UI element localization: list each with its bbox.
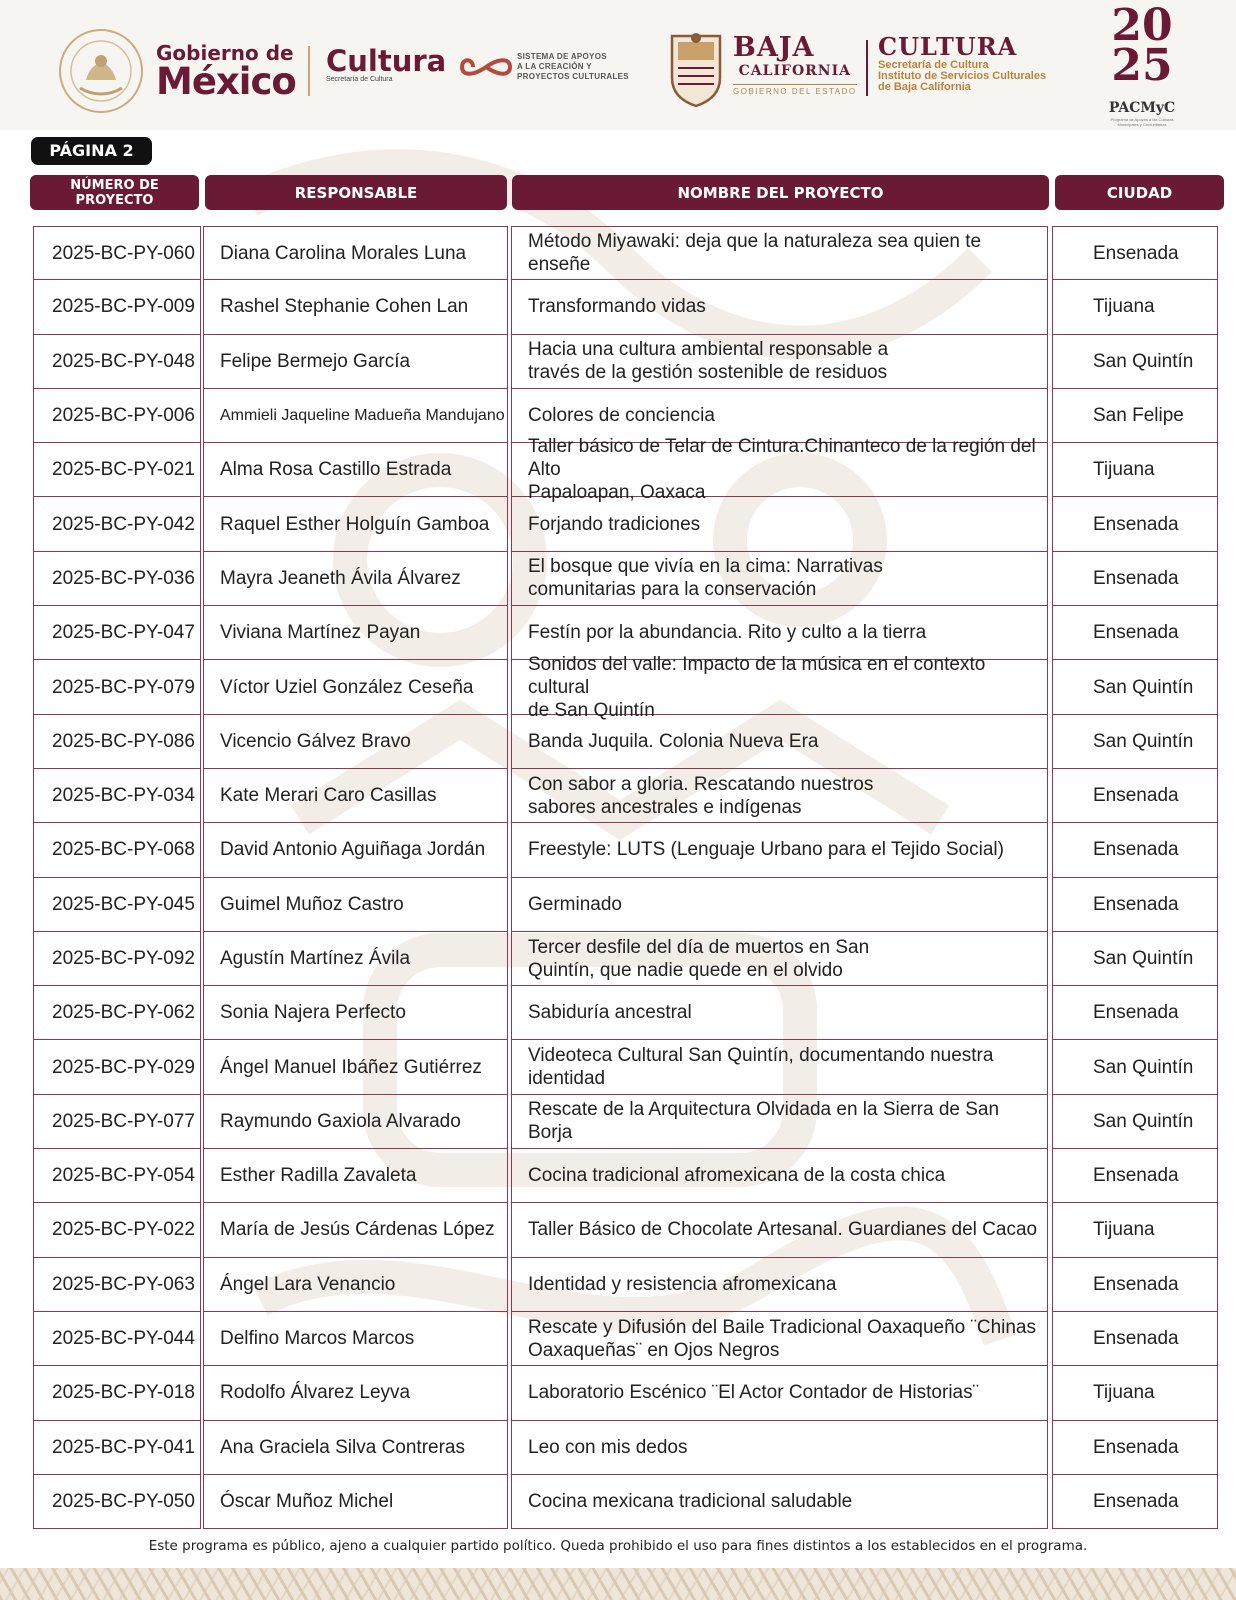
column-header-ciudad: CIUDAD <box>1055 175 1224 210</box>
project-number-cell: 2025-BC-PY-006 <box>33 389 201 443</box>
project-number-cell: 2025-BC-PY-062 <box>33 986 201 1040</box>
responsable-cell: Ángel Manuel Ibáñez Gutiérrez <box>203 1040 508 1094</box>
table-row <box>0 436 1236 504</box>
project-name-cell: Germinado <box>511 878 1048 932</box>
table-row <box>0 986 1236 1040</box>
column-header-responsable: RESPONSABLE <box>205 175 507 210</box>
city-cell: San Quintín <box>1052 1095 1218 1149</box>
city-cell: San Quintín <box>1052 932 1218 986</box>
table-row <box>0 1312 1236 1366</box>
city-cell: Ensenada <box>1052 1149 1218 1203</box>
project-name-cell: Festín por la abundancia. Rito y culto a la tierra <box>511 606 1048 660</box>
city-cell: Ensenada <box>1052 986 1218 1040</box>
project-number-cell: 2025-BC-PY-042 <box>33 497 201 551</box>
project-number-cell: 2025-BC-PY-018 <box>33 1366 201 1420</box>
city-cell: Tijuana <box>1052 1366 1218 1420</box>
table-row <box>0 1475 1236 1529</box>
table-row <box>0 715 1236 769</box>
project-name-cell: Cocina tradicional afromexicana de la costa chica <box>511 1149 1048 1203</box>
project-number-cell: 2025-BC-PY-021 <box>33 443 201 497</box>
gobierno-line1: Gobierno de <box>156 41 294 65</box>
project-name-cell: Colores de conciencia <box>511 389 1048 443</box>
project-number-cell: 2025-BC-PY-050 <box>33 1475 201 1529</box>
table-row <box>0 552 1236 606</box>
city-cell: Tijuana <box>1052 1203 1218 1257</box>
baja-california-shield-icon <box>668 28 724 108</box>
responsable-cell: Sonia Najera Perfecto <box>203 986 508 1040</box>
project-name-cell: Sonidos del valle: Impacto de la música en el contexto cultural de San Quintín <box>511 660 1048 714</box>
bc-cultura-title: CULTURA <box>878 32 1018 61</box>
project-name-cell: Taller Básico de Chocolate Artesanal. Guardianes del Cacao <box>511 1203 1048 1257</box>
column-header-nombre: NOMBRE DEL PROYECTO <box>512 175 1049 210</box>
project-number-cell: 2025-BC-PY-068 <box>33 823 201 877</box>
page-number-badge: PÁGINA 2 <box>31 137 152 165</box>
table-row <box>0 1421 1236 1475</box>
divider <box>866 40 868 96</box>
responsable-cell: Diana Carolina Morales Luna <box>203 226 508 280</box>
city-cell: Ensenada <box>1052 226 1218 280</box>
project-name-cell: Leo con mis dedos <box>511 1421 1048 1475</box>
city-cell: San Felipe <box>1052 389 1218 443</box>
responsable-cell: Ammieli Jaqueline Madueña Mandujano <box>203 389 508 443</box>
project-number-cell: 2025-BC-PY-054 <box>33 1149 201 1203</box>
table-row <box>0 769 1236 823</box>
bc-line2: CALIFORNIA <box>738 63 851 79</box>
responsable-cell: Raymundo Gaxiola Alvarado <box>203 1095 508 1149</box>
responsable-cell: Delfino Marcos Marcos <box>203 1312 508 1366</box>
project-number-cell: 2025-BC-PY-079 <box>33 660 201 714</box>
infinity-logo-icon <box>460 54 512 80</box>
city-cell: Ensenada <box>1052 497 1218 551</box>
year-logo <box>1108 0 1176 91</box>
table-row <box>0 932 1236 986</box>
column-header-numero: NÚMERO DE PROYECTO <box>30 175 199 210</box>
baja-california-logo <box>733 34 857 96</box>
responsable-cell: Esther Radilla Zavaleta <box>203 1149 508 1203</box>
pacmyc-subtitle: Programa de Apoyos a las Culturas Municipales y Comunitarias <box>1110 117 1174 127</box>
project-name-cell: Rescate de la Arquitectura Olvidada en la Sierra de San Borja <box>511 1095 1048 1149</box>
city-cell: Ensenada <box>1052 552 1218 606</box>
project-number-cell: 2025-BC-PY-034 <box>33 769 201 823</box>
city-cell: Ensenada <box>1052 823 1218 877</box>
responsable-cell: Viviana Martínez Payan <box>203 606 508 660</box>
city-cell: San Quintín <box>1052 1040 1218 1094</box>
table-row <box>0 280 1236 334</box>
year-bottom: 25 <box>1111 40 1173 91</box>
sapc-line1: SISTEMA DE APOYOS <box>517 52 607 61</box>
responsable-cell: Óscar Muñoz Michel <box>203 1475 508 1529</box>
project-number-cell: 2025-BC-PY-086 <box>33 715 201 769</box>
city-cell: Tijuana <box>1052 280 1218 334</box>
sapc-label <box>517 52 629 82</box>
decorative-band <box>0 1568 1236 1600</box>
table-row <box>0 226 1236 280</box>
table-row <box>0 1366 1236 1420</box>
project-name-cell: Con sabor a gloria. Rescatando nuestros sabores ancestrales e indígenas <box>511 769 1048 823</box>
responsable-cell: María de Jesús Cárdenas López <box>203 1203 508 1257</box>
footer-disclaimer: Este programa es público, ajeno a cualquier partido político. Queda prohibido el uso para fines distintos a los establecidos en el programa. <box>148 1538 1088 1554</box>
responsable-cell: David Antonio Aguiñaga Jordán <box>203 823 508 877</box>
responsable-cell: Agustín Martínez Ávila <box>203 932 508 986</box>
bc-line3: GOBIERNO DEL ESTADO <box>733 84 857 96</box>
responsable-cell: Guimel Muñoz Castro <box>203 878 508 932</box>
pacmyc-label: PACMyC <box>1108 100 1176 116</box>
project-name-cell: Sabiduría ancestral <box>511 986 1048 1040</box>
project-name-cell: Forjando tradiciones <box>511 497 1048 551</box>
city-cell: San Quintín <box>1052 715 1218 769</box>
project-number-cell: 2025-BC-PY-045 <box>33 878 201 932</box>
project-number-cell: 2025-BC-PY-047 <box>33 606 201 660</box>
project-name-cell: El bosque que vivía en la cima: Narrativas comunitarias para la conservación <box>511 552 1048 606</box>
city-cell: Ensenada <box>1052 1421 1218 1475</box>
gobierno-line2: México <box>156 60 296 103</box>
bc-cultura-line2: Instituto de Servicios Culturales <box>878 70 1047 82</box>
table-row <box>0 335 1236 389</box>
project-number-cell: 2025-BC-PY-036 <box>33 552 201 606</box>
table-row <box>0 1149 1236 1203</box>
project-name-cell: Identidad y resistencia afromexicana <box>511 1258 1048 1312</box>
project-name-cell: Tercer desfile del día de muertos en San Quintín, que nadie quede en el olvido <box>511 932 1048 986</box>
responsable-cell: Ana Graciela Silva Contreras <box>203 1421 508 1475</box>
project-number-cell: 2025-BC-PY-044 <box>33 1312 201 1366</box>
projects-table <box>0 226 1236 1529</box>
project-number-cell: 2025-BC-PY-048 <box>33 335 201 389</box>
header-bar <box>0 0 1236 130</box>
table-row <box>0 653 1236 721</box>
sapc-line3: PROYECTOS CULTURALES <box>517 72 629 81</box>
responsable-cell: Felipe Bermejo García <box>203 335 508 389</box>
city-cell: Ensenada <box>1052 1475 1218 1529</box>
project-name-cell: Laboratorio Escénico ¨El Actor Contador de Historias¨ <box>511 1366 1048 1420</box>
national-seal-icon <box>58 28 144 114</box>
city-cell: Ensenada <box>1052 1312 1218 1366</box>
city-cell: Ensenada <box>1052 878 1218 932</box>
city-cell: Ensenada <box>1052 606 1218 660</box>
bc-line1: BAJA <box>733 32 815 63</box>
sapc-line2: A LA CREACIÓN Y <box>517 62 592 71</box>
gobierno-mexico-logo <box>156 41 296 103</box>
divider <box>308 46 310 96</box>
responsable-cell: Rodolfo Álvarez Leyva <box>203 1366 508 1420</box>
city-cell: Tijuana <box>1052 443 1218 497</box>
cultura-title: Cultura <box>326 44 447 78</box>
city-cell: Ensenada <box>1052 769 1218 823</box>
project-name-cell: Rescate y Difusión del Baile Tradicional Oaxaqueño ¨Chinas Oaxaqueñas¨ en Ojos Negros <box>511 1312 1048 1366</box>
responsable-cell: Raquel Esther Holguín Gamboa <box>203 497 508 551</box>
responsable-cell: Ángel Lara Venancio <box>203 1258 508 1312</box>
project-name-cell: Taller básico de Telar de Cintura.Chinanteco de la región del Alto Papaloapan, Oaxaca <box>511 443 1048 497</box>
table-row <box>0 823 1236 877</box>
project-number-cell: 2025-BC-PY-041 <box>33 1421 201 1475</box>
project-number-cell: 2025-BC-PY-063 <box>33 1258 201 1312</box>
city-cell: San Quintín <box>1052 335 1218 389</box>
responsable-cell: Mayra Jeaneth Ávila Álvarez <box>203 552 508 606</box>
table-row <box>0 1095 1236 1149</box>
table-row <box>0 497 1236 551</box>
responsable-cell: Kate Merari Caro Casillas <box>203 769 508 823</box>
project-number-cell: 2025-BC-PY-029 <box>33 1040 201 1094</box>
project-number-cell: 2025-BC-PY-060 <box>33 226 201 280</box>
responsable-cell: Vicencio Gálvez Bravo <box>203 715 508 769</box>
responsable-cell: Alma Rosa Castillo Estrada <box>203 443 508 497</box>
project-number-cell: 2025-BC-PY-092 <box>33 932 201 986</box>
project-number-cell: 2025-BC-PY-077 <box>33 1095 201 1149</box>
city-cell: San Quintín <box>1052 660 1218 714</box>
project-name-cell: Cocina mexicana tradicional saludable <box>511 1475 1048 1529</box>
project-number-cell: 2025-BC-PY-009 <box>33 280 201 334</box>
project-number-cell: 2025-BC-PY-022 <box>33 1203 201 1257</box>
city-cell: Ensenada <box>1052 1258 1218 1312</box>
table-row <box>0 878 1236 932</box>
project-name-cell: Videoteca Cultural San Quintín, documentando nuestra identidad <box>511 1040 1048 1094</box>
project-name-cell: Transformando vidas <box>511 280 1048 334</box>
cultura-subtitle: Secretaría de Cultura <box>326 76 393 83</box>
project-name-cell: Freestyle: LUTS (Lenguaje Urbano para el Tejido Social) <box>511 823 1048 877</box>
cultura-logo <box>326 44 446 83</box>
bc-cultura-line3: de Baja California <box>878 81 971 93</box>
table-row <box>0 1258 1236 1312</box>
responsable-cell: Rashel Stephanie Cohen Lan <box>203 280 508 334</box>
bc-cultura-line1: Secretaría de Cultura <box>878 59 989 71</box>
project-name-cell: Método Miyawaki: deja que la naturaleza sea quien te enseñe <box>511 226 1048 280</box>
table-row <box>0 1040 1236 1094</box>
project-name-cell: Banda Juquila. Colonia Nueva Era <box>511 715 1048 769</box>
year-top: 20 <box>1111 0 1173 51</box>
responsable-cell: Víctor Uziel González Ceseña <box>203 660 508 714</box>
bc-cultura-logo <box>878 34 1046 93</box>
table-row <box>0 1203 1236 1257</box>
project-name-cell: Hacia una cultura ambiental responsable a través de la gestión sostenible de residuos <box>511 335 1048 389</box>
